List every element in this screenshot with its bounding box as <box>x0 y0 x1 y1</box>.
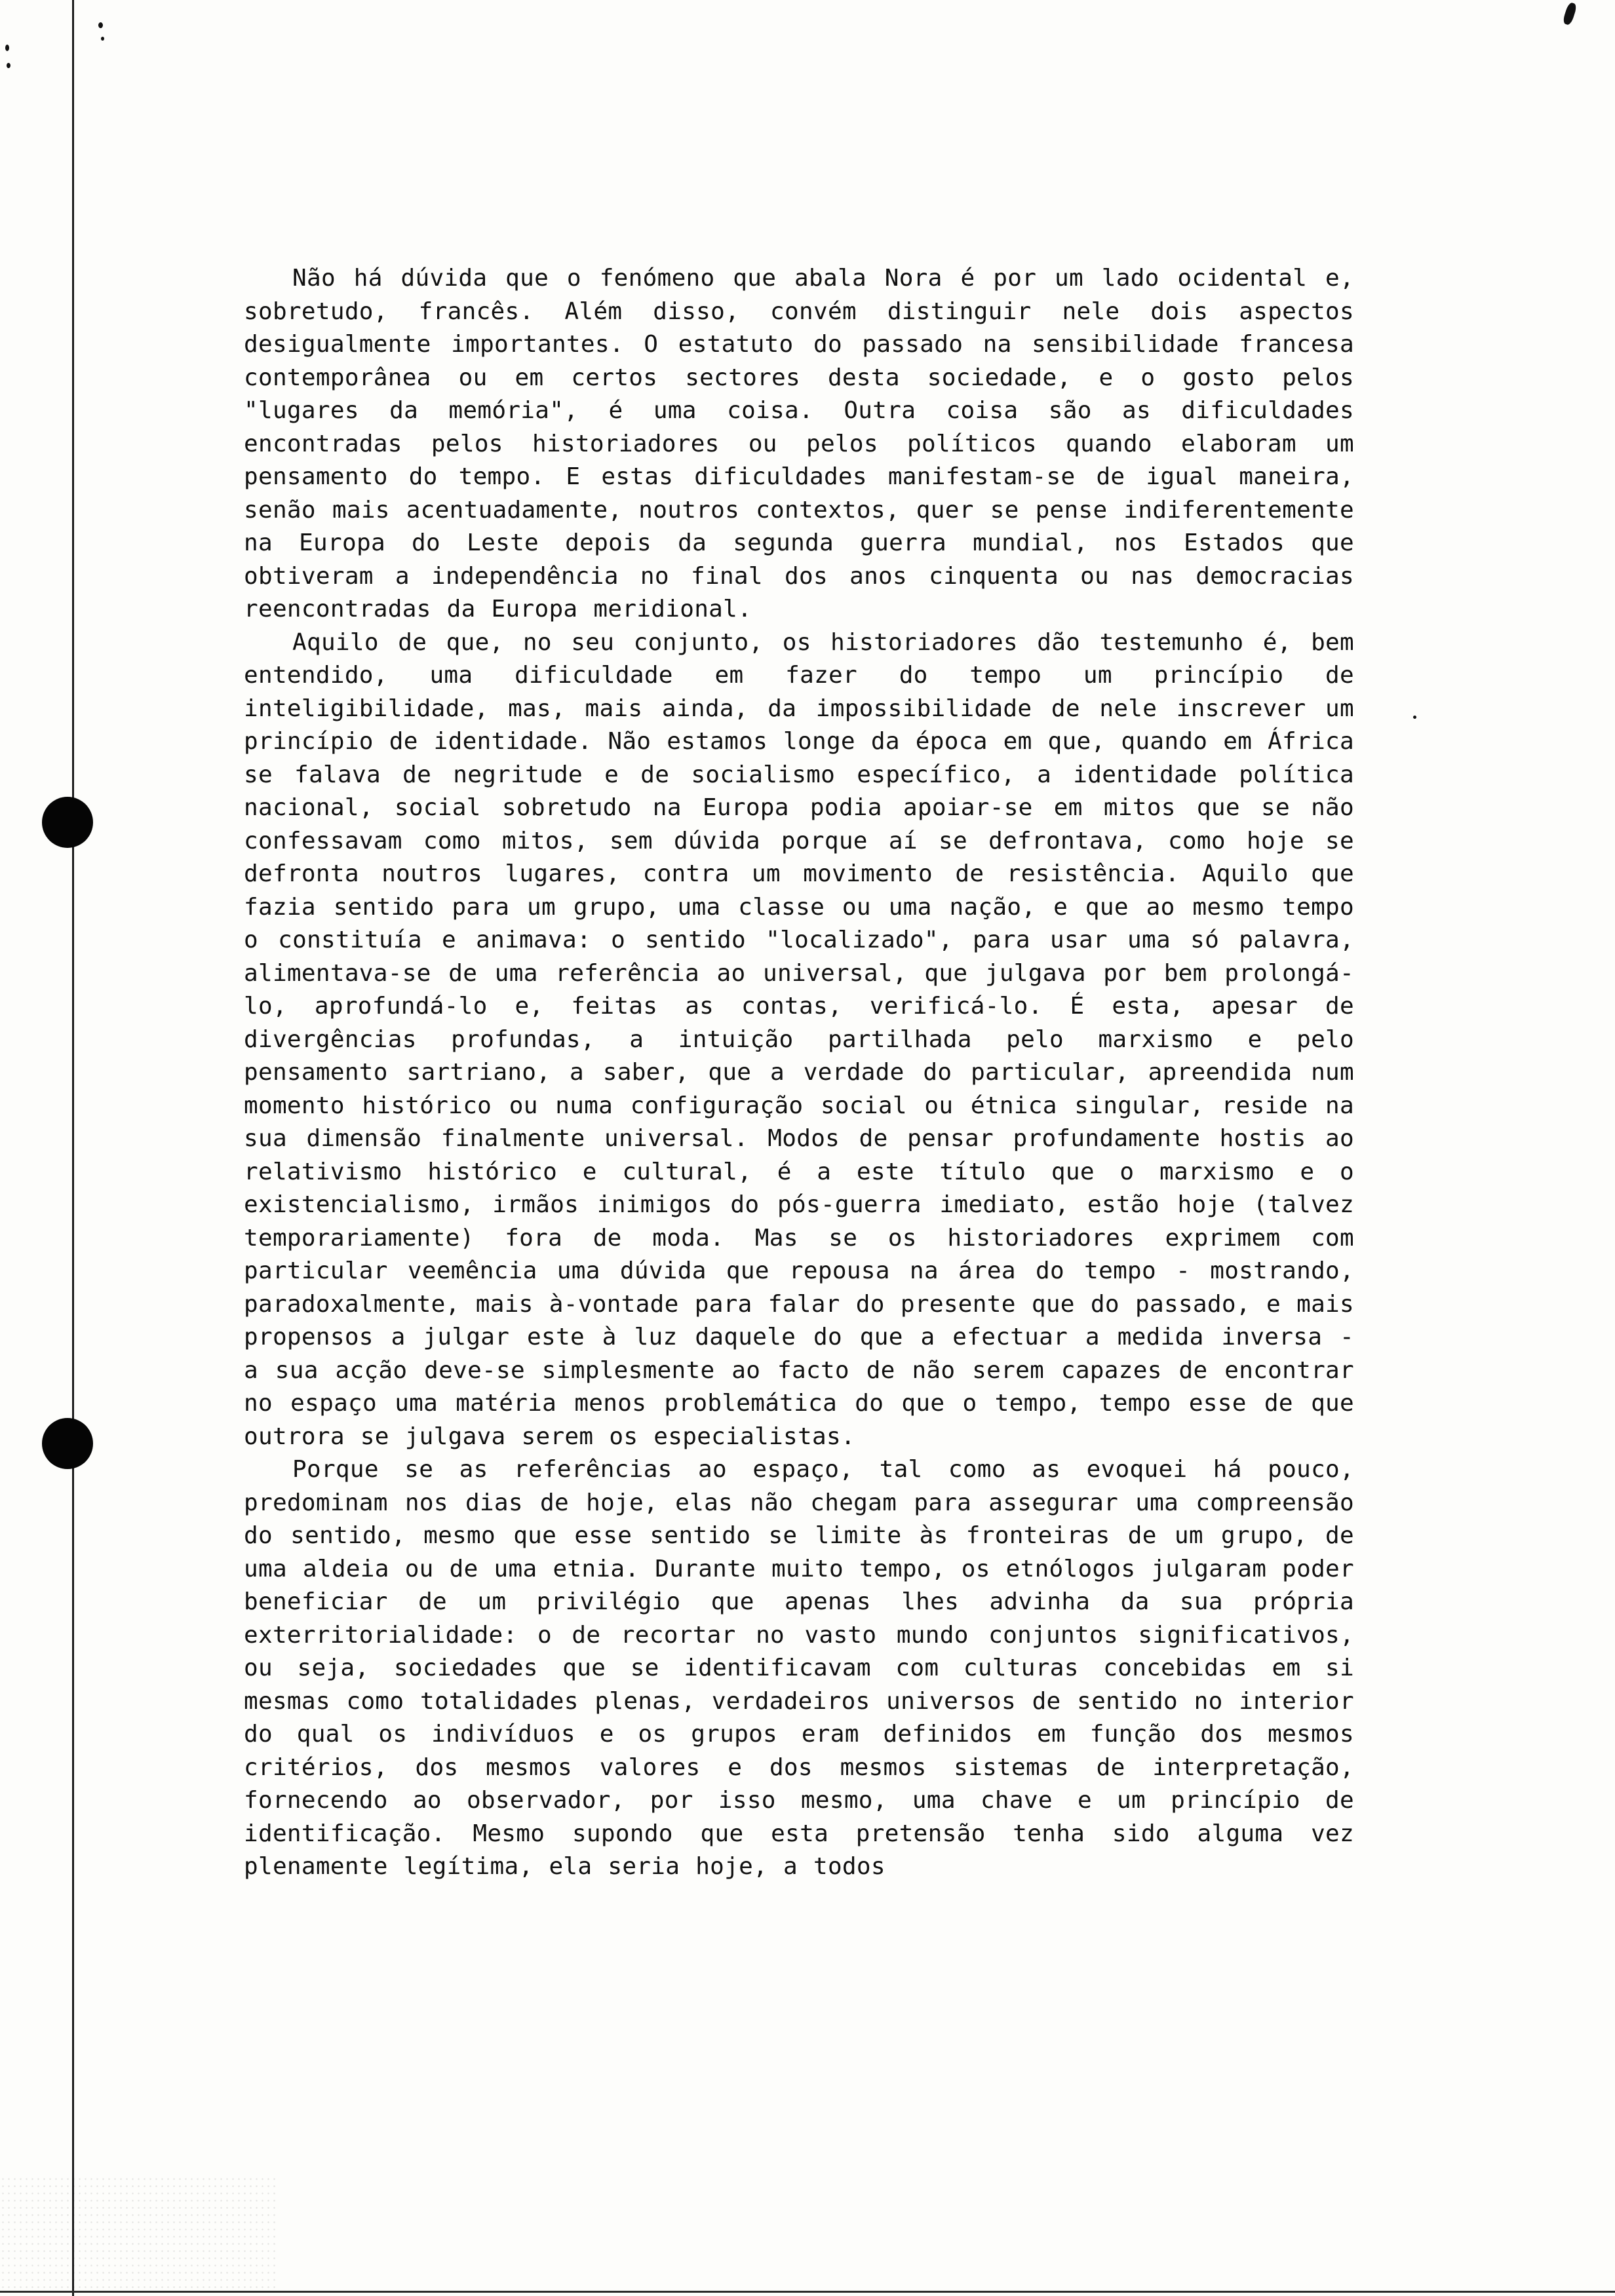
scan-speck <box>98 22 103 28</box>
paragraph-2: Aquilo de que, no seu conjunto, os historiadores dão testemunho é, bem entendido, uma dificuldade em fazer do tempo um princípio de inteligibilidade, mas, mais ainda, da impossibilidade de nele inscrever um princípio de identidade. Não estamos longe da época em que, quando em África se falava de negritude e de socialismo específico, a identidade política nacional, social sobretudo na Europa podia apoiar-se em mitos que se não confessavam como mitos, sem dúvida porque aí se defrontava, como hoje se defronta noutros lugares, contra um movimento de resistência. Aquilo que fazia sentido para um grupo, uma classe ou uma nação, e que ao mesmo tempo o constituía e animava: o sentido "localizado", para usar uma só palavra, alimentava-se de uma referência ao universal, que julgava por bem prolongá-lo, aprofundá-lo e, feitas as contas, verificá-lo. É esta, apesar de divergências profundas, a intuição partilhada pelo marxismo e pelo pensamento sartriano, a saber, que a verdade do particular, apreendida num momento histórico ou numa configuração social ou étnica singular, reside na sua dimensão finalmente universal. Modos de pensar profundamente hostis ao relativismo histórico e cultural, é a este título que o marxismo e o existencialismo, irmãos inimigos do pós-guerra imediato, estão hoje (talvez temporariamente) fora de moda. Mas se os historiadores exprimem com particular veemência uma dúvida que repousa na área do tempo - mostrando, paradoxalmente, mais à-vontade para falar do presente que do passado, e mais propensos a julgar este à luz daquele do que a efectuar a medida inversa - a sua acção deve-se simplesmente ao facto de não serem capazes de encontrar no espaço uma matéria menos problemática do que o tempo, tempo esse de que outrora se julgava serem os especialistas. <box>244 628 1355 1450</box>
body-text <box>244 262 1354 1884</box>
corner-ink-mark <box>1562 2 1578 26</box>
scan-noise-corner <box>0 2175 275 2293</box>
scan-speck <box>1413 716 1416 719</box>
scan-speck <box>7 63 10 68</box>
punch-hole-top <box>42 797 93 848</box>
scan-speck <box>101 37 104 41</box>
scan-speck <box>5 45 9 51</box>
punch-hole-bottom <box>42 1418 93 1469</box>
paragraph-1: Não há dúvida que o fenómeno que abala Nora é por um lado ocidental e, sobretudo, francês. Além disso, convém distinguir nele dois aspectos desigualmente importantes. O estatuto do passado na sensibilidade francesa contemporânea ou em certos sectores desta sociedade, e o gosto pelos "lugares da memória", é uma coisa. Outra coisa são as dificuldades encontradas pelos historiadores ou pelos políticos quando elaboram um pensamento do tempo. E estas dificuldades manifestam-se de igual maneira, senão mais acentuadamente, noutros contextos, quer se pense indiferentemente na Europa do Leste depois da segunda guerra mundial, nos Estados que obtiveram a independência no final dos anos cinquenta ou nas democracias reencontradas da Europa meridional. <box>244 265 1354 622</box>
paragraph-3: Porque se as referências ao espaço, tal como as evoquei há pouco, predominam nos dias de hoje, elas não chegam para assegurar uma compreensão do sentido, mesmo que esse sentido se limite às fronteiras de um grupo, de uma aldeia ou de uma etnia. Durante muito tempo, os etnólogos julgaram poder beneficiar de um privilégio que apenas lhes advinha da sua própria exterritorialidade: o de recortar no vasto mundo conjuntos significativos, ou seja, sociedades que se identificavam com culturas concebidas em si mesmas como totalidades plenas, verdadeiros universos de sentido no interior do qual os indivíduos e os grupos eram definidos em função dos mesmos critérios, dos mesmos valores e dos mesmos sistemas de interpretação, fornecendo ao observador, por isso mesmo, uma chave e um princípio de identificação. Mesmo supondo que esta pretensão tenha sido alguma vez plenamente legítima, ela seria hoje, a todos <box>244 1456 1355 1880</box>
left-margin-rule <box>72 0 74 2296</box>
